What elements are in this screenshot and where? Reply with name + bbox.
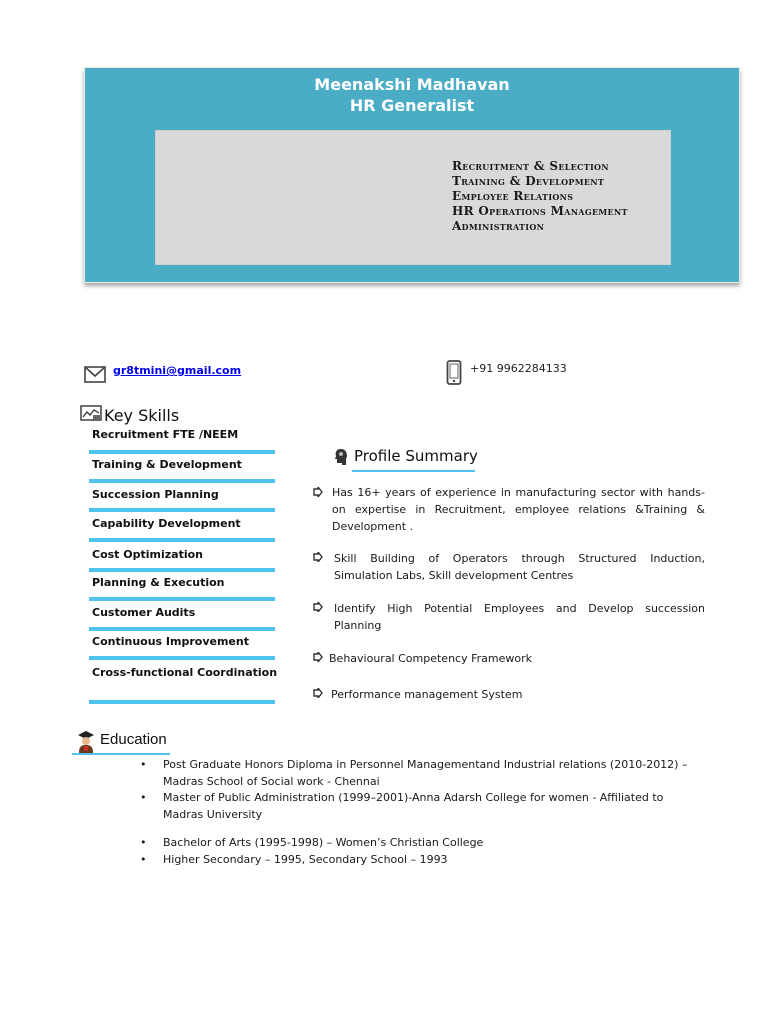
education-item: • Higher Secondary – 1995, Secondary School – 1993 (140, 852, 700, 869)
skill-divider (89, 508, 275, 512)
skill-item: Cost Optimization (92, 548, 203, 561)
expertise-item: Administration (452, 219, 545, 233)
profile-item (313, 600, 705, 634)
profile-summary-title: Profile Summary (354, 447, 478, 465)
profile-item-text: Behavioural Competency Framework (329, 652, 532, 665)
skill-divider (89, 597, 275, 601)
skill-item: Planning & Execution (92, 576, 225, 589)
skill-item: Succession Planning (92, 488, 219, 501)
skill-divider (89, 538, 275, 542)
skill-divider (89, 479, 275, 483)
profile-item-text: Skill Building of Operators through Structured Induction, Simulation Labs, Skill development Centres (334, 552, 705, 582)
envelope-icon (84, 366, 106, 384)
skill-item: Cross-functional Coordination (92, 666, 278, 679)
expertise-box (155, 130, 671, 265)
skill-divider (89, 568, 275, 572)
skill-item: Continuous Improvement (92, 635, 249, 648)
email-link[interactable]: gr8tmini@gmail.com (113, 364, 242, 377)
profile-item-text: Performance management System (331, 688, 523, 701)
mobile-phone-icon (446, 360, 462, 386)
head-icon (334, 448, 348, 466)
profile-item (313, 550, 705, 584)
profile-item-text: Identify High Potential Employees and Develop succession Planning (334, 602, 705, 632)
profile-item (313, 484, 705, 535)
chart-icon (80, 405, 102, 423)
skill-item: Capability Development (92, 517, 241, 530)
education-list (140, 757, 700, 868)
education-title: Education (100, 731, 167, 748)
expertise-item: Training & Development (452, 174, 605, 188)
expertise-item: Recruitment & Selection (452, 159, 609, 173)
profile-item (313, 686, 705, 703)
expertise-item: Employee Relations (452, 189, 574, 203)
profile-item-text: Has 16+ years of experience in manufacturing sector with hands-on expertise in Recruitment, employee relations &Training & Development . (332, 486, 705, 533)
skill-divider (89, 700, 275, 704)
candidate-name: Meenakshi Madhavan (314, 75, 510, 94)
key-skills-title: Key Skills (104, 406, 180, 425)
graduate-icon (76, 729, 96, 753)
arrow-bullet-icon (313, 602, 323, 612)
education-item: • Bachelor of Arts (1995-1998) – Women’s Christian College (140, 835, 700, 852)
skill-divider (89, 450, 275, 454)
skill-item: Recruitment FTE /NEEM (92, 428, 239, 441)
skill-item: Customer Audits (92, 606, 196, 619)
arrow-bullet-icon (313, 652, 323, 662)
education-item: • Post Graduate Honors Diploma in Personnel Managementand Industrial relations (2010-2012) – Madras School of Social work - Chennai (140, 757, 700, 790)
candidate-title: HR Generalist (349, 96, 475, 115)
arrow-bullet-icon (313, 552, 323, 562)
skill-divider (89, 656, 275, 660)
education-underline (72, 753, 170, 755)
skill-divider (89, 627, 275, 631)
arrow-bullet-icon (313, 487, 323, 497)
profile-item (313, 650, 705, 667)
arrow-bullet-icon (313, 688, 323, 698)
education-item: • Master of Public Administration (1999–2001)-Anna Adarsh College for women - Affiliated to Madras University (140, 790, 700, 823)
profile-summary-underline (352, 470, 475, 472)
header-banner (84, 67, 740, 283)
skill-item: Training & Development (92, 458, 242, 471)
phone-number: +91 9962284133 (470, 362, 567, 375)
expertise-list (452, 159, 628, 234)
expertise-item: HR Operations Management (452, 204, 628, 218)
